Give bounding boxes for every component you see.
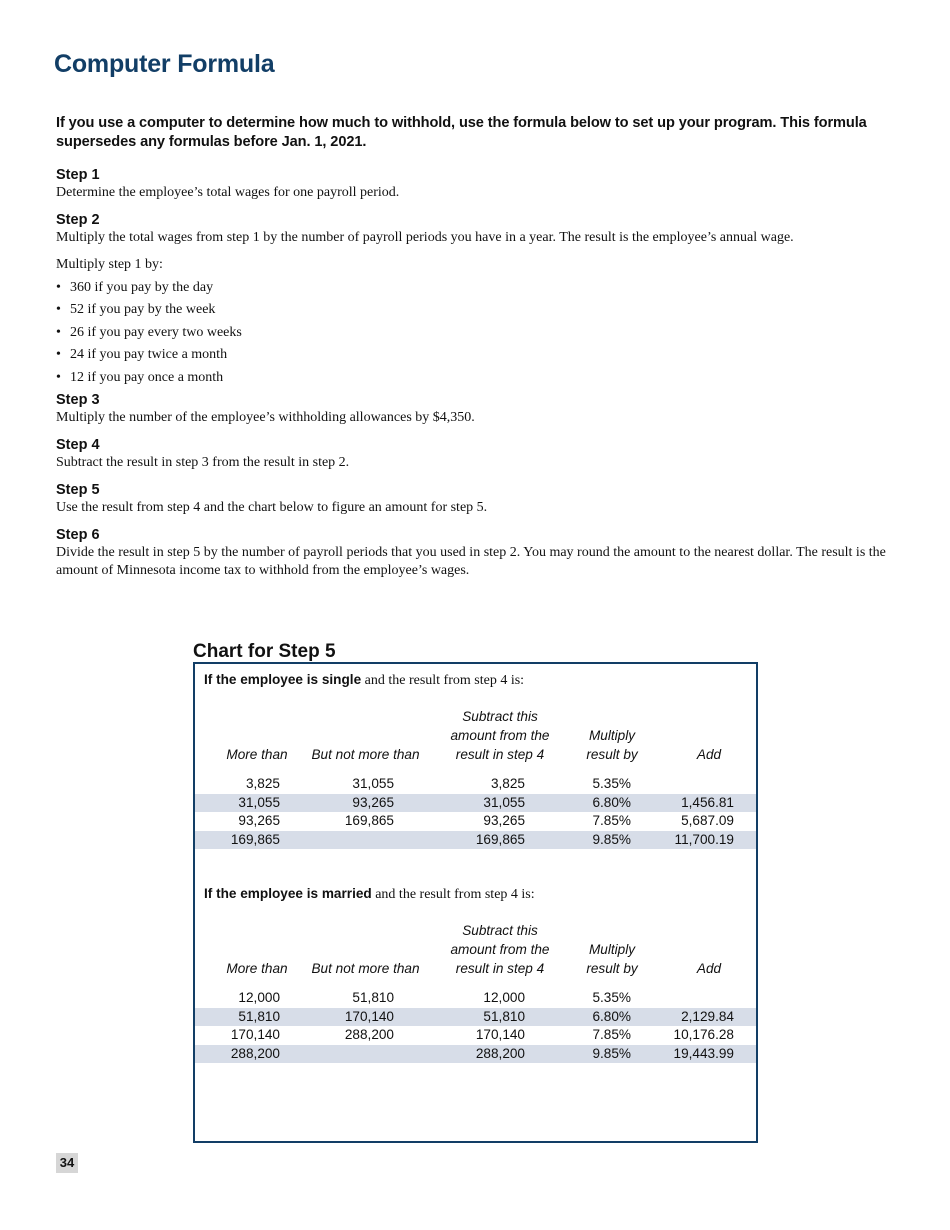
cell-add: 10,176.28 [673, 1027, 734, 1043]
cell-add: 1,456.81 [681, 794, 734, 810]
cell-more-than: 51,810 [238, 1008, 280, 1024]
cell-subtract: 3,825 [490, 776, 525, 791]
cell-but-not-more-than: 51,810 [352, 990, 394, 1005]
cell-subtract: 51,810 [483, 1008, 525, 1024]
chart-title: Chart for Step 5 [193, 641, 336, 662]
single-section-rest: and the result from step 4 is: [361, 673, 525, 688]
table-header [195, 918, 756, 978]
cell-multiply: 6.80% [592, 1008, 631, 1024]
single-section-title [204, 672, 524, 689]
header-more-than: More than [226, 961, 288, 976]
header-subtract-line: result in step 4 [455, 747, 545, 762]
page-title: Computer Formula [54, 50, 275, 78]
table-row [195, 1045, 756, 1064]
cell-subtract: 31,055 [483, 794, 525, 810]
step-6 [56, 526, 896, 580]
table-row [195, 1026, 756, 1045]
cell-more-than: 12,000 [238, 990, 280, 1005]
header-subtract [441, 921, 559, 978]
table-row [195, 1008, 756, 1027]
header-more-than: More than [226, 747, 288, 762]
cell-more-than: 93,265 [238, 813, 280, 829]
cell-multiply: 9.85% [592, 1045, 631, 1061]
married-table [195, 918, 756, 1063]
cell-but-not-more-than: 169,865 [344, 813, 394, 829]
cell-subtract: 288,200 [475, 1045, 525, 1061]
step-5 [56, 481, 896, 517]
cell-subtract: 169,865 [475, 831, 525, 847]
cell-add: 5,687.09 [681, 813, 734, 829]
cell-but-not-more-than: 288,200 [344, 1027, 394, 1043]
bullet-icon: • [56, 280, 61, 295]
cell-more-than: 170,140 [230, 1027, 280, 1043]
header-multiply [577, 940, 647, 978]
header-subtract [441, 707, 559, 764]
header-add: Add [696, 961, 722, 976]
married-section-title [204, 886, 535, 903]
cell-add: 11,700.19 [674, 831, 734, 847]
header-subtract-line: Subtract this [462, 709, 538, 724]
list-item [56, 324, 896, 342]
list-item-text: 26 if you pay every two weeks [70, 324, 242, 340]
cell-add: 19,443.99 [673, 1045, 734, 1061]
cell-multiply: 5.35% [592, 776, 631, 791]
bullet-icon: • [56, 369, 61, 385]
header-subtract-line: amount from the [450, 728, 550, 743]
married-section-rest: and the result from step 4 is: [371, 887, 535, 902]
header-subtract-line: Subtract this [462, 923, 538, 938]
steps-list [56, 166, 896, 589]
list-item [56, 279, 896, 297]
table-row [195, 812, 756, 831]
bullet-icon: • [56, 347, 61, 363]
cell-subtract: 12,000 [483, 990, 525, 1005]
single-table [195, 704, 756, 849]
step-1 [56, 166, 896, 202]
intro-text: If you use a computer to determine how much to withhold, use the formula below to set up your program. This formula supersedes any formulas before Jan. 1, 2021. [56, 115, 867, 150]
header-multiply-line: result by [586, 961, 638, 976]
bullet-icon: • [56, 324, 61, 340]
table-row [195, 831, 756, 850]
cell-but-not-more-than: 170,140 [344, 1008, 394, 1024]
step-heading: Step 3 [56, 391, 100, 408]
list-item [56, 301, 896, 319]
step-heading: Step 6 [56, 526, 100, 543]
multiply-list [56, 279, 896, 387]
step-heading: Step 5 [56, 481, 100, 498]
step-text: Multiply the number of the employee’s withholding allowances by $4,350. [56, 409, 475, 425]
cell-more-than: 169,865 [230, 831, 280, 847]
step-4 [56, 436, 896, 472]
cell-multiply: 5.35% [592, 990, 631, 1005]
step-text: Divide the result in step 5 by the number of payroll periods that you used in step 2. You may round the amount to the nearest dollar. The result is the amount of Minnesota income tax to withhold from the employee’s wages. [56, 544, 886, 578]
multiply-intro: Multiply step 1 by: [56, 257, 163, 272]
bullet-icon: • [56, 302, 61, 318]
cell-subtract: 170,140 [475, 1027, 525, 1043]
cell-more-than: 288,200 [230, 1045, 280, 1061]
header-multiply-line: Multiply [588, 728, 636, 743]
step-2 [56, 211, 896, 247]
header-but-not-more-than: But not more than [311, 961, 420, 976]
cell-more-than: 3,825 [245, 776, 280, 791]
cell-multiply: 7.85% [592, 1027, 631, 1043]
list-item-text: 24 if you pay twice a month [70, 347, 228, 363]
step-text: Subtract the result in step 3 from the result in step 2. [56, 454, 350, 470]
list-item [56, 346, 896, 364]
list-item-text: 52 if you pay by the week [70, 302, 216, 318]
table-row [195, 775, 756, 794]
cell-multiply: 7.85% [592, 813, 631, 829]
header-but-not-more-than: But not more than [311, 747, 420, 762]
list-item-text: 12 if you pay once a month [70, 369, 224, 385]
cell-more-than: 31,055 [238, 794, 280, 810]
cell-but-not-more-than: 31,055 [352, 776, 394, 791]
single-section-bold: If the employee is single [204, 672, 362, 687]
header-add: Add [696, 747, 722, 762]
table-row [195, 794, 756, 813]
step-text: Use the result from step 4 and the chart below to figure an amount for step 5. [56, 499, 488, 515]
married-section-bold: If the employee is married [204, 886, 372, 901]
step-heading: Step 1 [56, 167, 100, 183]
cell-multiply: 9.85% [592, 831, 631, 847]
table-header [195, 704, 756, 764]
cell-add: 2,129.84 [681, 1008, 734, 1024]
header-multiply [577, 726, 647, 764]
step-text: Multiply the total wages from step 1 by the number of payroll periods you have in a year. The result is the employee’s annual wage. [56, 230, 794, 245]
step-heading: Step 4 [56, 436, 100, 453]
step-heading: Step 2 [56, 212, 100, 228]
header-subtract-line: result in step 4 [455, 961, 545, 976]
table-row [195, 989, 756, 1008]
step-text: Determine the employee’s total wages for one payroll period. [56, 185, 400, 200]
chart-box [193, 662, 758, 1143]
list-item-text: 360 if you pay by the day [70, 280, 214, 295]
cell-subtract: 93,265 [483, 813, 525, 829]
header-subtract-line: amount from the [450, 942, 550, 957]
list-item [56, 369, 896, 387]
header-multiply-line: result by [586, 747, 638, 762]
header-multiply-line: Multiply [588, 942, 636, 957]
step-3 [56, 391, 896, 427]
cell-multiply: 6.80% [592, 794, 631, 810]
page-number: 34 [56, 1153, 78, 1173]
cell-but-not-more-than: 93,265 [352, 794, 394, 810]
